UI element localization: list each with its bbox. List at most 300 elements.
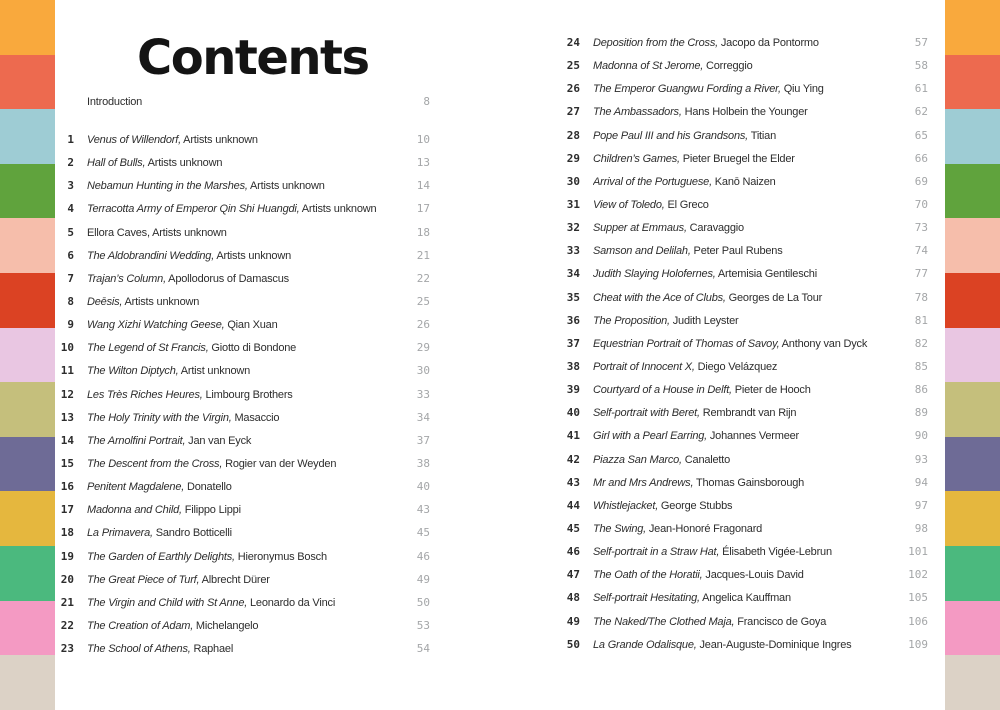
work-title: The Legend of St Francis, (87, 342, 209, 355)
artist-name: Pieter Bruegel the Elder (679, 152, 795, 165)
artist-name: Donatello (184, 481, 232, 494)
entry-text (593, 263, 907, 286)
artist-name: Hieronymus Bosch (234, 550, 327, 563)
entry-number: 46 (566, 545, 580, 559)
entry-text (87, 291, 409, 314)
entry-number: 24 (566, 36, 580, 49)
entry-text (593, 125, 907, 148)
entry-number: 34 (566, 267, 580, 281)
page-number: 101 (908, 545, 928, 559)
toc-entry (564, 540, 928, 563)
artist-name: Diego Velázquez (694, 360, 778, 373)
work-title: Ellora Caves, (87, 226, 150, 239)
toc-entry (564, 170, 928, 193)
work-title: Trajan’s Column, (87, 272, 166, 285)
entry-text (87, 546, 409, 569)
work-title: Arrival of the Portuguese, (593, 175, 712, 188)
work-title: La Grande Odalisque, (593, 638, 697, 651)
work-title: The Oath of the Horatii, (593, 569, 703, 582)
toc-entry (58, 221, 430, 244)
work-title: Deēsis, (87, 295, 123, 308)
work-title: Madonna of St Jerome, (593, 60, 704, 73)
work-title: Girl with a Pearl Earring, (593, 430, 708, 443)
toc-entry (564, 31, 928, 54)
page-number: 40 (416, 480, 430, 494)
page-number: 25 (416, 294, 430, 308)
page-number: 74 (914, 244, 928, 258)
artist-name: Jan van Eyck (185, 434, 252, 447)
artist-name: Angelica Kauffman (699, 592, 791, 605)
page-number: 93 (914, 452, 928, 466)
entry-number: 3 (67, 179, 74, 193)
work-title: Penitent Magdalene, (87, 481, 185, 494)
entry-text (87, 476, 409, 499)
page-number: 22 (416, 271, 430, 285)
entry-number: 8 (67, 294, 74, 308)
entry-number: 39 (566, 383, 580, 397)
artist-name: Anthony van Dyck (779, 337, 868, 350)
artist-name: Leonardo da Vinci (247, 596, 336, 609)
page-number: 98 (914, 521, 928, 535)
page-number: 38 (416, 456, 430, 470)
entry-text (593, 78, 907, 101)
work-title: La Primavera, (87, 527, 153, 540)
work-title: Pope Paul III and his Grandsons, (593, 129, 749, 142)
work-title: The Aldobrandini Wedding, (87, 249, 215, 262)
toc-entry (564, 355, 928, 378)
artist-name: Artists unknown (299, 203, 377, 216)
page-number: 10 (416, 133, 430, 146)
toc-entry (58, 244, 430, 267)
page-number: 50 (416, 595, 430, 609)
page-number: 90 (914, 429, 928, 443)
work-title: The School of Athens, (87, 643, 191, 656)
entry-number: 17 (60, 503, 74, 517)
artist-name: Masaccio (231, 411, 280, 424)
toc-entry (564, 586, 928, 609)
work-title: Terracotta Army of Emperor Qin Shi Huangdi, (87, 203, 300, 216)
entry-text (87, 337, 409, 360)
color-stripes-right (945, 0, 1000, 710)
entry-text (593, 449, 907, 472)
toc-entry (58, 568, 430, 591)
entry-text (87, 430, 409, 453)
work-title: Whistlejacket, (593, 499, 659, 512)
work-title: The Garden of Earthly Delights, (87, 550, 235, 563)
work-title: Samson and Delilah, (593, 245, 691, 258)
entry-text (593, 611, 900, 634)
work-title: The Emperor Guangwu Fording a River, (593, 83, 781, 96)
color-stripe (945, 601, 1000, 656)
page-number: 86 (914, 383, 928, 397)
toc-entry (564, 262, 928, 285)
entry-number: 22 (60, 618, 74, 632)
entry-number: 21 (60, 595, 74, 609)
work-title: The Naked/The Clothed Maja, (593, 615, 735, 628)
artist-name: Apollodorus of Damascus (165, 272, 289, 285)
toc-entry (58, 521, 430, 544)
color-stripe (945, 109, 1000, 164)
entry-text (87, 569, 409, 592)
entry-number: 44 (566, 498, 580, 512)
color-stripe (0, 382, 55, 437)
entry-text (593, 32, 907, 55)
entry-text (87, 615, 409, 638)
toc-entry (564, 448, 928, 471)
toc-entry (564, 633, 928, 656)
artist-name: Qiu Ying (780, 83, 824, 96)
page-number: 78 (914, 290, 928, 304)
toc-entry (58, 452, 430, 475)
entry-text (87, 175, 409, 198)
work-title: Self-portrait Hesitating, (593, 592, 700, 605)
entry-text (593, 217, 907, 240)
work-title: Piazza San Marco, (593, 453, 682, 466)
page-number: 18 (416, 225, 430, 239)
entry-number: 40 (566, 406, 580, 420)
entry-number: 25 (566, 59, 580, 73)
entry-number: 2 (67, 156, 74, 170)
artist-name: Correggio (703, 60, 753, 73)
toc-entry (564, 309, 928, 332)
page-number: 49 (416, 572, 430, 586)
artist-name: Rogier van der Weyden (222, 457, 337, 470)
entry-number: 33 (566, 244, 580, 258)
artist-name: Johannes Vermeer (707, 430, 800, 443)
toc-entry (58, 591, 430, 614)
entry-number: 12 (60, 387, 74, 401)
toc-entry (58, 359, 430, 382)
toc-entry (58, 267, 430, 290)
entry-text (593, 148, 907, 171)
toc-entry (58, 406, 430, 429)
entry-text (87, 245, 409, 268)
artist-name: Artists unknown (145, 157, 223, 170)
color-stripe (0, 55, 55, 110)
toc-entry (58, 151, 430, 174)
entry-text (87, 198, 409, 221)
work-title: The Great Piece of Turf, (87, 573, 200, 586)
introduction-label: Introduction (87, 96, 143, 108)
work-title: The Arnolfini Portrait, (87, 434, 186, 447)
toc-entry (564, 77, 928, 100)
work-title: Deposition from the Cross, (593, 37, 719, 49)
artist-name: George Stubbs (658, 499, 733, 512)
entry-number: 27 (566, 105, 580, 119)
entry-text (593, 518, 907, 541)
artist-name: Artists unknown (149, 226, 227, 239)
page-number: 34 (416, 410, 430, 424)
work-title: Children’s Games, (593, 152, 680, 165)
entry-number: 42 (566, 452, 580, 466)
entry-text (87, 152, 409, 175)
toc-entry (564, 54, 928, 77)
toc-entry (564, 286, 928, 309)
entry-text (593, 240, 907, 263)
toc-entry (564, 378, 928, 401)
toc-entry (564, 517, 928, 540)
work-title: The Virgin and Child with St Anne, (87, 596, 248, 609)
color-stripes-left (0, 0, 55, 710)
work-title: The Holy Trinity with the Virgin, (87, 411, 232, 424)
color-stripe (945, 655, 1000, 710)
artist-name: Titian (748, 129, 776, 142)
color-stripe (0, 164, 55, 219)
introduction-row (58, 90, 430, 113)
artist-name: Giotto di Bondone (208, 342, 297, 355)
artist-name: Sandro Botticelli (152, 527, 232, 540)
entry-number: 50 (566, 637, 580, 651)
entry-number: 48 (566, 591, 580, 605)
color-stripe (0, 655, 55, 710)
page-number: 57 (914, 36, 928, 49)
work-title: Mr and Mrs Andrews, (593, 476, 694, 489)
entry-number: 11 (60, 364, 74, 378)
toc-entry (58, 475, 430, 498)
page-number: 89 (914, 406, 928, 420)
color-stripe (0, 601, 55, 656)
page-number: 33 (416, 387, 430, 401)
work-title: View of Toledo, (593, 198, 665, 211)
work-title: Hall of Bulls, (87, 157, 146, 170)
artist-name: Limbourg Brothers (202, 388, 293, 401)
page-number: 73 (914, 221, 928, 235)
introduction-page-number: 8 (423, 95, 430, 108)
artist-name: Jacopo da Pontormo (718, 37, 819, 49)
artist-name: Pieter de Hooch (731, 384, 811, 397)
page-number: 66 (914, 151, 928, 165)
entry-number: 5 (67, 225, 74, 239)
artist-name: Kanō Naizen (711, 175, 776, 188)
entry-number: 6 (67, 248, 74, 262)
entry-text (87, 592, 409, 615)
toc-entry (564, 332, 928, 355)
page-number: 17 (416, 202, 430, 216)
artist-name: Francisco de Goya (734, 615, 827, 628)
work-title: Portrait of Innocent X, (593, 360, 695, 373)
entry-number: 49 (566, 614, 580, 628)
color-stripe (0, 109, 55, 164)
entry-number: 13 (60, 410, 74, 424)
entry-text (593, 287, 907, 310)
artist-name: Hans Holbein the Younger (681, 106, 808, 119)
toc-entry (564, 239, 928, 262)
entry-number: 30 (566, 174, 580, 188)
toc-entry (58, 498, 430, 521)
entry-text (87, 499, 409, 522)
entry-number: 19 (60, 549, 74, 563)
color-stripe (0, 491, 55, 546)
artist-name: Qian Xuan (224, 319, 278, 332)
toc-entry (58, 290, 430, 313)
entry-number: 35 (566, 290, 580, 304)
color-stripe (945, 491, 1000, 546)
entry-text (593, 541, 900, 564)
entry-number: 36 (566, 313, 580, 327)
work-title: Self-portrait with Beret, (593, 407, 700, 420)
artist-name: Artemisia Gentileschi (715, 268, 817, 281)
entry-number: 7 (67, 271, 74, 285)
toc-entry (564, 124, 928, 147)
work-title: Madonna and Child, (87, 504, 182, 517)
entry-text (87, 222, 409, 245)
work-title: The Swing, (593, 522, 647, 535)
page-number: 82 (914, 336, 928, 350)
page-number: 53 (416, 618, 430, 632)
entry-number: 16 (60, 480, 74, 494)
toc-entry (564, 563, 928, 586)
page-title: Contents (137, 30, 369, 86)
artist-name: Michelangelo (193, 619, 259, 632)
page-number: 61 (914, 82, 928, 96)
artist-name: Canaletto (681, 453, 731, 466)
entry-number: 26 (566, 82, 580, 96)
entry-number: 32 (566, 221, 580, 235)
entry-number: 47 (566, 568, 580, 582)
artist-name: Thomas Gainsborough (693, 476, 805, 489)
artist-name: Jean-Auguste-Dominique Ingres (696, 638, 852, 651)
work-title: Venus of Willendorf, (87, 134, 181, 146)
toc-entry (58, 197, 430, 220)
entry-number: 10 (60, 341, 74, 355)
toc-entry (58, 336, 430, 359)
artist-name: Artists unknown (214, 249, 291, 262)
artist-name: Filippo Lippi (181, 504, 241, 517)
color-stripe (0, 0, 55, 55)
work-title: Wang Xizhi Watching Geese, (87, 319, 225, 332)
color-stripe (945, 0, 1000, 55)
color-stripe (945, 164, 1000, 219)
entry-text (593, 101, 907, 124)
work-title: Equestrian Portrait of Thomas of Savoy, (593, 337, 780, 350)
page-number: 105 (908, 591, 928, 605)
entry-text (593, 425, 907, 448)
page-number: 37 (416, 433, 430, 447)
entry-number: 14 (60, 433, 74, 447)
entry-number: 23 (60, 642, 74, 656)
toc-entry (564, 100, 928, 123)
color-stripe (0, 328, 55, 383)
artist-name: Artists unknown (122, 295, 200, 308)
entry-text (593, 472, 907, 495)
artist-name: Artist unknown (178, 365, 251, 378)
entry-number: 31 (566, 197, 580, 211)
color-stripe (945, 437, 1000, 492)
entry-text (593, 587, 900, 610)
work-title: Judith Slaying Holofernes, (593, 268, 716, 281)
entry-text (593, 564, 900, 587)
entry-text (593, 333, 907, 356)
color-stripe (945, 273, 1000, 328)
entry-text (593, 310, 907, 333)
page-number: 70 (914, 197, 928, 211)
page-number: 43 (416, 503, 430, 517)
page-number: 85 (914, 359, 928, 373)
page-number: 54 (416, 642, 430, 656)
work-title: Cheat with the Ace of Clubs, (593, 291, 726, 304)
color-stripe (0, 546, 55, 601)
artist-name: Jean-Honoré Fragonard (646, 522, 763, 535)
page-number: 102 (908, 568, 928, 582)
entry-text (87, 129, 409, 152)
artist-name: Artists unknown (247, 180, 325, 193)
entry-number: 29 (566, 151, 580, 165)
color-stripe (0, 218, 55, 273)
artist-name: El Greco (664, 198, 709, 211)
work-title: Courtyard of a House in Delft, (593, 384, 732, 397)
page-number: 94 (914, 475, 928, 489)
entry-text (87, 384, 409, 407)
toc-entry (58, 637, 430, 660)
toc-entry (58, 545, 430, 568)
entry-number: 1 (67, 133, 74, 146)
page-number: 62 (914, 105, 928, 119)
page-number: 81 (914, 313, 928, 327)
artist-name: Jacques-Louis David (702, 569, 804, 582)
color-stripe (945, 55, 1000, 110)
page-number: 106 (908, 614, 928, 628)
color-stripe (945, 382, 1000, 437)
artist-name: Georges de La Tour (725, 291, 823, 304)
artist-name: Raphael (190, 643, 234, 656)
artist-name: Artists unknown (180, 134, 258, 146)
entry-text (87, 453, 409, 476)
page-number: 69 (914, 174, 928, 188)
entry-text (593, 194, 907, 217)
toc-entry (58, 429, 430, 452)
entry-number: 15 (60, 456, 74, 470)
color-stripe (945, 546, 1000, 601)
color-stripe (945, 328, 1000, 383)
entry-text (593, 495, 907, 518)
entry-text (593, 356, 907, 379)
toc-entry (58, 383, 430, 406)
entry-number: 18 (60, 526, 74, 540)
artist-name: Peter Paul Rubens (690, 245, 783, 258)
page-number: 46 (416, 549, 430, 563)
work-title: The Wilton Diptych, (87, 365, 179, 378)
artist-name: Élisabeth Vigée-Lebrun (719, 546, 832, 559)
toc-entry (564, 193, 928, 216)
toc-entry (564, 147, 928, 170)
entry-text (87, 360, 409, 383)
toc-entry (564, 610, 928, 633)
color-stripe (0, 437, 55, 492)
entry-text (87, 638, 409, 661)
page-number: 13 (416, 156, 430, 170)
entry-text (87, 268, 409, 291)
page-number: 30 (416, 364, 430, 378)
entry-number: 41 (566, 429, 580, 443)
entry-number: 38 (566, 359, 580, 373)
toc-entry (564, 424, 928, 447)
toc-entry (58, 614, 430, 637)
toc-column-right (564, 31, 928, 656)
page-number: 65 (914, 128, 928, 142)
entry-text (87, 522, 409, 545)
toc-entry (564, 401, 928, 424)
page-number: 21 (416, 248, 430, 262)
entry-number: 28 (566, 128, 580, 142)
artist-name: Caravaggio (686, 222, 744, 235)
color-stripe (0, 273, 55, 328)
toc-entry (58, 174, 430, 197)
artist-name: Albrecht Dürer (199, 573, 270, 586)
toc-entry (58, 313, 430, 336)
toc-entry (564, 494, 928, 517)
entry-number: 45 (566, 521, 580, 535)
work-title: The Descent from the Cross, (87, 457, 223, 470)
